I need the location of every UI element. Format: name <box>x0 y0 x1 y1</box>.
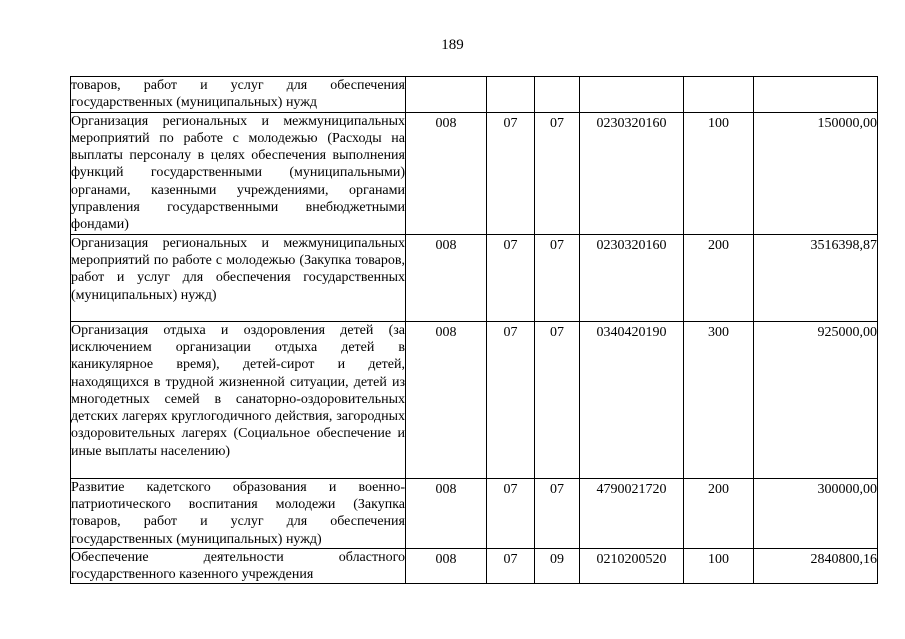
section-code: 07 <box>487 234 535 321</box>
expense-type-code: 200 <box>684 234 754 321</box>
amount: 3516398,87 <box>754 234 878 321</box>
row-description: Обеспечение деятельности областного государственного казенного учреждения <box>71 549 405 583</box>
amount: 2840800,16 <box>754 548 878 584</box>
ministry-code: 008 <box>406 112 487 234</box>
table-row <box>71 77 878 113</box>
target-item-code <box>580 77 684 113</box>
table-row <box>71 548 878 584</box>
ministry-code: 008 <box>406 321 487 478</box>
table-row <box>71 478 878 548</box>
row-description: Организация региональных и межмуниципальных мероприятий по работе с молодежью (Закупка товаров, работ и услуг для обеспечения государственных (муниципальных) нужд) <box>71 234 406 321</box>
target-item-code: 0210200520 <box>580 548 684 584</box>
expense-type-code: 100 <box>684 112 754 234</box>
budget-table <box>70 76 878 584</box>
table-row <box>71 321 878 478</box>
ministry-code: 008 <box>406 234 487 321</box>
target-item-code: 4790021720 <box>580 478 684 548</box>
target-item-code: 0230320160 <box>580 234 684 321</box>
expense-type-code: 200 <box>684 478 754 548</box>
expense-type-code <box>684 77 754 113</box>
amount: 300000,00 <box>754 478 878 548</box>
subsection-code: 07 <box>535 112 580 234</box>
subsection-code: 07 <box>535 234 580 321</box>
subsection-code <box>535 77 580 113</box>
row-description: Организация отдыха и оздоровления детей (за исключением организации отдыха детей в каникулярное время), детей-сирот и детей, находящихся в трудной жизненной ситуации, детей из многодетных семей в санаторно-оздоровительных детских лагерях круглогодичного действия, загородных оздоровительных лагерях (Социальное обеспечение и иные выплаты населению) <box>71 321 406 478</box>
section-code <box>487 77 535 113</box>
ministry-code: 008 <box>406 548 487 584</box>
subsection-code: 07 <box>535 321 580 478</box>
row-description: Организация региональных и межмуниципальных мероприятий по работе с молодежью (Расходы на выплаты персоналу в целях обеспечения выполнения функций государственными (муниципальными) органами, казенными учреждениями, органами управления государственными внебюджетными фондами) <box>71 113 405 233</box>
ministry-code <box>406 77 487 113</box>
amount: 150000,00 <box>754 112 878 234</box>
subsection-code: 09 <box>535 548 580 584</box>
target-item-code: 0230320160 <box>580 112 684 234</box>
page-number: 189 <box>441 37 464 53</box>
section-code: 07 <box>487 112 535 234</box>
expense-type-code: 100 <box>684 548 754 584</box>
section-code: 07 <box>487 321 535 478</box>
expense-type-code: 300 <box>684 321 754 478</box>
table-row <box>71 234 878 321</box>
ministry-code: 008 <box>406 478 487 548</box>
table-row <box>71 112 878 234</box>
target-item-code: 0340420190 <box>580 321 684 478</box>
amount <box>754 77 878 113</box>
section-code: 07 <box>487 478 535 548</box>
row-description: Развитие кадетского образования и военно-патриотического воспитания молодежи (Закупка товаров, работ и услуг для обеспечения государственных (муниципальных) нужд) <box>71 479 405 547</box>
subsection-code: 07 <box>535 478 580 548</box>
row-description: товаров, работ и услуг для обеспечения государственных (муниципальных) нужд <box>71 78 405 111</box>
amount: 925000,00 <box>754 321 878 478</box>
section-code: 07 <box>487 548 535 584</box>
